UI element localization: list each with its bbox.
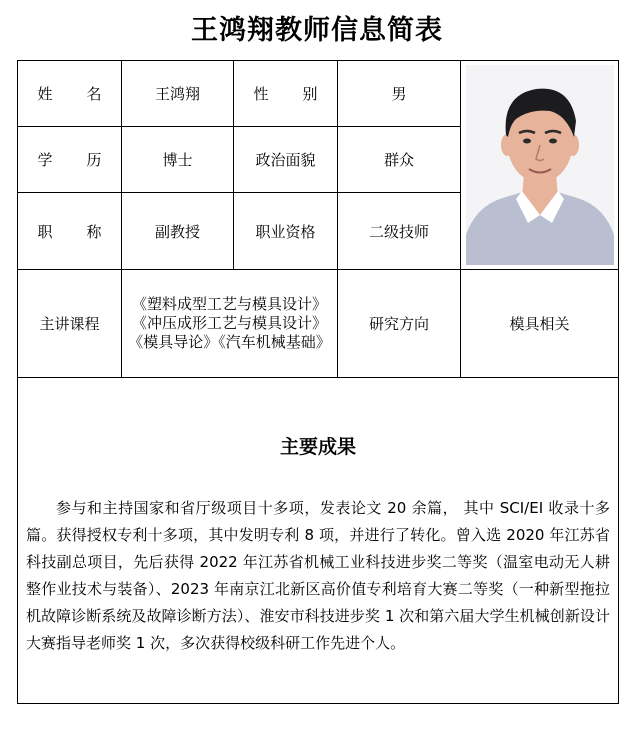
gender-label-cell	[234, 61, 338, 127]
portrait-photo	[466, 65, 614, 265]
gender-value: 男	[338, 61, 461, 127]
name-label: 姓 名	[37, 85, 102, 103]
title-label-cell	[18, 193, 122, 270]
photo-cell	[461, 61, 619, 270]
politics-value: 群众	[338, 127, 461, 193]
achievements-heading: 主要成果	[279, 436, 356, 458]
politics-label: 政治面貌	[234, 127, 338, 193]
research-label: 研究方向	[338, 270, 461, 378]
qualification-label: 职业资格	[234, 193, 338, 270]
qualification-value: 二级技师	[338, 193, 461, 270]
name-label-cell	[18, 61, 122, 127]
title-label: 职 称	[37, 222, 102, 241]
education-label: 学 历	[37, 151, 102, 169]
research-value: 模具相关	[461, 270, 619, 378]
info-table	[17, 60, 619, 704]
gender-label: 性 别	[253, 85, 318, 103]
achievements-text: 参与和主持国家和省厅级项目十多项，发表论文 20 余篇， 其中 SCI/EI 收录十多篇。获得授权专利十多项，其中发明专利 8 项，并进行了转化。曾入选 2020 年江苏省科技副总项目，先后获得 2022 年江苏省机械工业科技进步奖二等奖（温室电动无人耕整作业技术与装备）、2023 年南京江北新区高价值专利培育大赛二等奖（一种新型拖拉机故障诊断系统及故障诊断方法）、淮安市科技进步奖 1 次和第六届大学生机械创新设计大赛指导老师奖 1 次，多次获得校级科研工作先进个人。	[26, 499, 610, 652]
courses-label: 主讲课程	[18, 270, 122, 378]
page-title: 王鸿翔教师信息简表	[191, 15, 443, 46]
courses-value: 《塑料成型工艺与模具设计》《冲压成形工艺与模具设计》《模具导论》《汽车机械基础》	[122, 270, 338, 378]
achievements-cell	[18, 378, 619, 704]
education-value: 博士	[122, 127, 234, 193]
name-value: 王鸿翔	[122, 61, 234, 127]
title-value: 副教授	[122, 193, 234, 270]
portrait-icon	[466, 65, 614, 265]
education-label-cell	[18, 127, 122, 193]
